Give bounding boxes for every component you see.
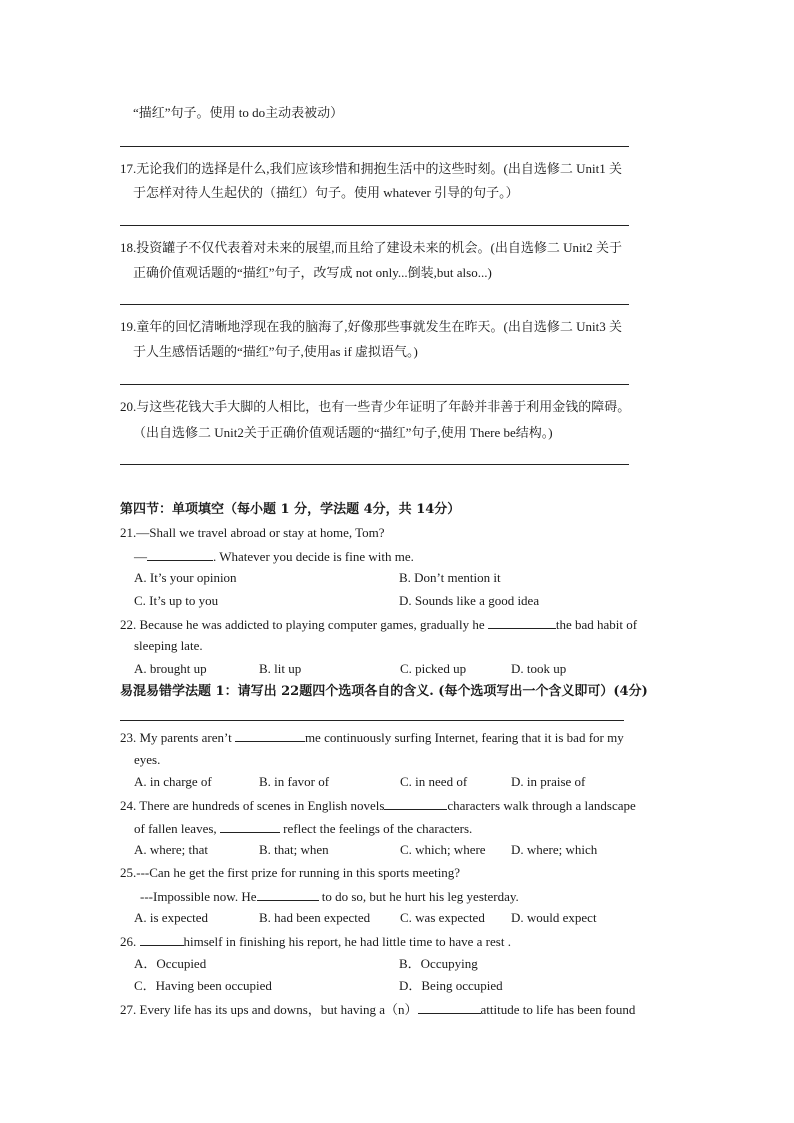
q23-stem-text2: me continuously surfing Internet, fearing that it is bad for my [304, 730, 624, 745]
q22-stem-line1 [120, 615, 637, 634]
q25-blank[interactable] [257, 887, 319, 901]
q25-option-c[interactable]: C. was expected [400, 910, 485, 925]
q21-reply [134, 547, 414, 566]
section4-title: 第四节：单项填空（每小题 1 分，学法题 4分，共 14分） [120, 502, 461, 517]
q25-reply [140, 887, 519, 906]
q23-stem-line1 [120, 728, 624, 747]
q24-stem-text: 24. There are hundreds of scenes in English novels [120, 798, 385, 813]
q26-stem [120, 932, 511, 951]
q24-stem-text3: of fallen leaves, [134, 821, 217, 836]
study-question-title: 易混易错学法题 1：请写出 22题四个选项各自的含义. (每个选项写出一个含义即可）(4分) [120, 684, 648, 699]
q24-stem-line2 [134, 819, 472, 838]
answer-line-17[interactable] [120, 225, 629, 226]
q24-option-b[interactable]: B. that; when [259, 842, 329, 857]
q26-option-c[interactable]: C．Having been occupied [134, 978, 272, 993]
q21-blank[interactable] [147, 547, 213, 561]
q19-text-line1: 19.童年的回忆清晰地浮现在我的脑海了,好像那些事就发生在昨天。(出自选修二 Unit3 关 [120, 319, 622, 334]
q23-stem-text: 23. My parents aren’t [120, 730, 232, 745]
q22-option-d[interactable]: D. took up [511, 661, 567, 676]
q21-option-a[interactable]: A. It’s your opinion [134, 570, 237, 585]
q24-stem-text2: characters walk through a landscape [447, 798, 636, 813]
q22-stem-text2: the bad habit of [555, 617, 638, 632]
q21-stem: 21.—Shall we travel abroad or stay at home, Tom? [120, 525, 385, 540]
q22-stem-line2: sleeping late. [134, 638, 203, 653]
answer-line-18[interactable] [120, 304, 629, 305]
q24-blank-2[interactable] [220, 819, 280, 833]
q23-option-a[interactable]: A. in charge of [134, 774, 212, 789]
q25-option-b[interactable]: B. had been expected [259, 910, 371, 925]
q23-stem-line2: eyes. [134, 752, 161, 767]
q26-stem-text: himself in finishing his report, he had little time to have a rest . [183, 934, 511, 949]
q27-stem [120, 1000, 635, 1019]
q17-text-line2: 于怎样对待人生起伏的（描红）句子。使用 whatever 引导的句子。） [133, 185, 519, 200]
q16-continuation: “描红”句子。使用 to do主动表被动） [133, 105, 344, 120]
q24-blank-1[interactable] [384, 796, 447, 810]
q19-text-line2: 于人生感悟话题的“描红”句子,使用as if 虚拟语气。) [133, 344, 418, 359]
q22-option-b[interactable]: B. lit up [259, 661, 302, 676]
q25-reply-text: ---Impossible now. He [140, 889, 257, 904]
q21-option-d[interactable]: D. Sounds like a good idea [399, 593, 540, 608]
q24-option-d[interactable]: D. where; which [511, 842, 598, 857]
q24-stem-line1 [120, 796, 636, 815]
q26-blank[interactable] [140, 932, 184, 946]
q22-stem-text: 22. Because he was addicted to playing computer games, gradually he [120, 617, 485, 632]
q23-blank[interactable] [235, 728, 305, 742]
q23-option-d[interactable]: D. in praise of [511, 774, 586, 789]
answer-line-16[interactable] [120, 146, 629, 147]
q18-text-line2: 正确价值观话题的“描红”句子，改写成 not only...倒装,but also...) [133, 265, 492, 280]
q21-option-c[interactable]: C. It’s up to you [134, 593, 219, 608]
q21-reply-text: . Whatever you decide is fine with me. [213, 549, 414, 564]
q24-option-c[interactable]: C. which; where [400, 842, 486, 857]
q22-option-a[interactable]: A. brought up [134, 661, 207, 676]
q20-text-line1: 20.与这些花钱大手大脚的人相比，也有一些青少年证明了年龄并非善于利用金钱的障碍。 [120, 399, 631, 414]
q17-text-line1: 17.无论我们的选择是什么,我们应该珍惜和拥抱生活中的这些时刻。(出自选修二 Unit1 关 [120, 161, 622, 176]
q18-text-line1: 18.投资罐子不仅代表着对未来的展望,而且给了建设未来的机会。(出自选修二 Unit2 关于 [120, 240, 622, 255]
q23-option-b[interactable]: B. in favor of [259, 774, 330, 789]
q25-reply-text2: to do so, but he hurt his leg yesterday. [321, 889, 519, 904]
q21-reply-dash: — [134, 549, 147, 564]
q27-blank[interactable] [418, 1000, 481, 1014]
q25-stem: 25.---Can he get the first prize for running in this sports meeting? [120, 865, 461, 880]
q23-option-c[interactable]: C. in need of [400, 774, 468, 789]
answer-line-19[interactable] [120, 384, 629, 385]
q26-stem-number: 26. [120, 934, 137, 949]
answer-line-20[interactable] [120, 464, 629, 465]
q26-option-a[interactable]: A．Occupied [134, 956, 207, 971]
q20-text-line2: （出自选修二 Unit2关于正确价值观话题的“描红”句子,使用 There be结构。) [133, 425, 553, 440]
q26-option-d[interactable]: D．Being occupied [399, 978, 503, 993]
q22-blank[interactable] [488, 615, 556, 629]
q27-stem-text: 27. Every life has its ups and downs，but having a（n） [120, 1002, 418, 1017]
q24-stem-text4: reflect the feelings of the characters. [283, 821, 473, 836]
q27-stem-text2: attitude to life has been found [480, 1002, 636, 1017]
q25-option-d[interactable]: D. would expect [511, 910, 597, 925]
q26-option-b[interactable]: B．Occupying [399, 956, 478, 971]
q25-option-a[interactable]: A. is expected [134, 910, 209, 925]
q22-option-c[interactable]: C. picked up [400, 661, 467, 676]
q21-option-b[interactable]: B. Don’t mention it [399, 570, 501, 585]
study-answer-line[interactable] [120, 720, 624, 721]
q24-option-a[interactable]: A. where; that [134, 842, 209, 857]
